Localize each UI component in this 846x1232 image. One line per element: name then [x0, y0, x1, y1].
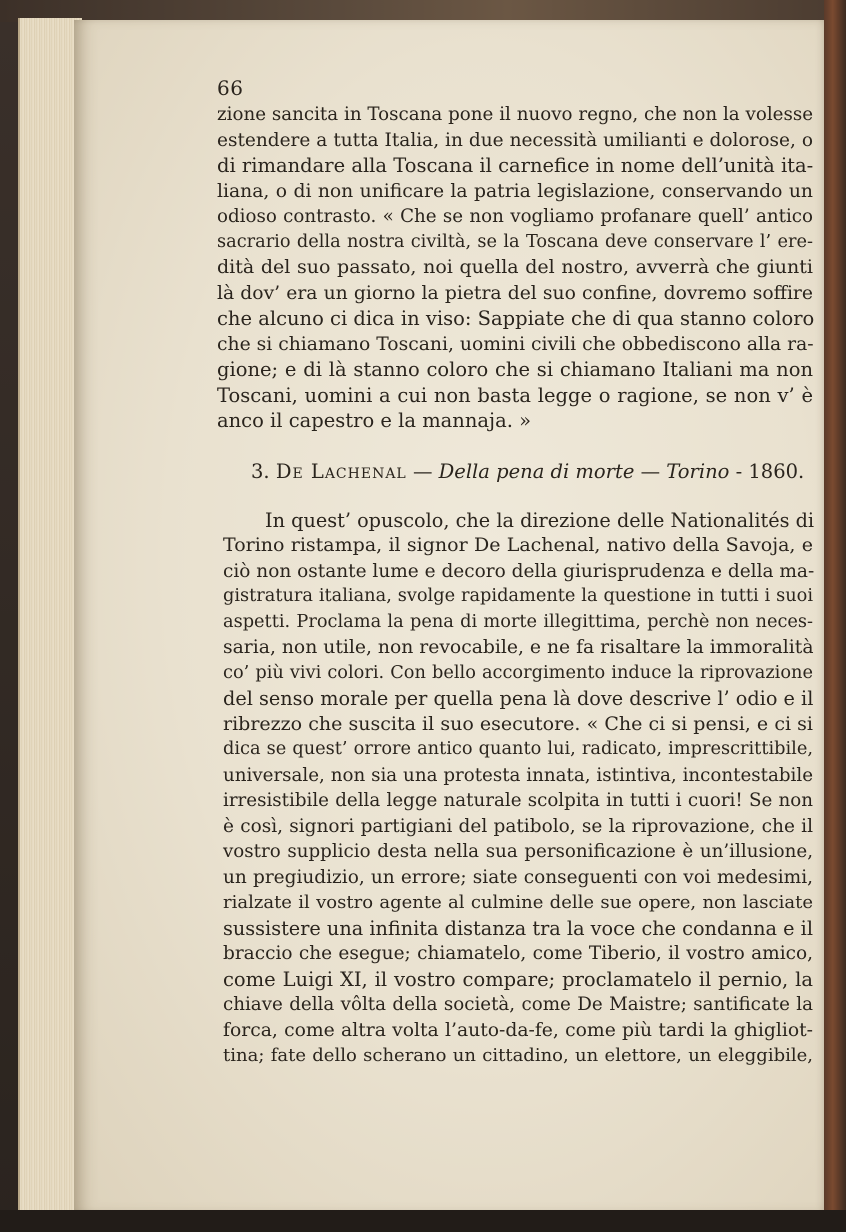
text-line: zione sancita in Toscana pone il nuovo regno, che non la volesse	[217, 104, 813, 125]
review-author: De Lachenal	[275, 459, 407, 483]
book-bottom-edge	[0, 1210, 846, 1232]
review-place: Torino	[666, 459, 730, 483]
text-line: che si chiamano Toscani, uomini civili che obbediscono alla ra-	[217, 333, 814, 355]
text-line: ribrezzo che suscita il suo esecutore. « Che ci si pensi, e ci si	[223, 712, 813, 735]
paragraph-2	[223, 508, 813, 1069]
text-line: ciò non ostante lume e decoro della giurisprudenza e della ma-	[223, 560, 815, 582]
page-text	[217, 74, 813, 1069]
text-line: là dov’ era un giorno la pietra del suo confine, dovremo soffire	[217, 282, 813, 304]
text-line: gione; e di là stanno coloro che si chiamano Italiani ma non	[217, 358, 813, 381]
review-year: 1860.	[748, 459, 805, 483]
text-line: estendere a tutta Italia, in due necessità umilianti e dolorose, o	[217, 129, 813, 151]
text-line: dica se quest’ orrore antico quanto lui, radicato, imprescrittibile,	[223, 739, 813, 759]
text-line: del senso morale per quella pena là dove descrive l’ odio e il	[223, 687, 814, 710]
text-line: dità del suo passato, noi quella del nostro, avverrà che giunti	[217, 256, 813, 278]
text-line: universale, non sia una protesta innata, istintiva, incontestabile	[223, 764, 813, 786]
text-line: braccio che esegue; chiamatelo, come Tiberio, il vostro amico,	[223, 943, 813, 964]
heading-dash: -	[735, 459, 743, 483]
text-line: odioso contrasto. « Che se non vogliamo profanare quell’ antico	[217, 206, 813, 227]
review-title: Della pena di morte	[438, 459, 635, 483]
text-line: è così, signori partigiani del patibolo, se la riprovazione, che il	[223, 815, 813, 837]
text-line: che alcuno ci dica in viso: Sappiate che di qua stanno coloro	[217, 307, 815, 330]
text-line: saria, non utile, non revocabile, e ne fa risaltare la immoralità	[223, 637, 814, 658]
book-cover-edge	[824, 0, 846, 1232]
page-stack-edge	[18, 18, 82, 1210]
text-line: Torino ristampa, il signor De Lachenal, nativo della Savoja, e	[223, 534, 813, 556]
text-line: anco il capestro e la mannaja. »	[217, 409, 532, 432]
text-line: di rimandare alla Toscana il carnefice in nome dell’unità ita-	[217, 154, 814, 177]
text-line: gistratura italiana, svolge rapidamente la questione in tutti i suoi	[223, 586, 813, 606]
text-line: sussistere una infinita distanza tra la voce che condanna e il	[223, 916, 813, 940]
text-line: liana, o di non unificare la patria legislazione, conservando un	[217, 180, 813, 202]
text-line: un pregiudizio, un errore; siate conseguenti con voi medesimi,	[223, 866, 813, 888]
text-line: come Luigi XI, il vostro compare; proclamatelo il pernio, la	[223, 967, 813, 991]
text-line: rialzate il vostro agente al culmine delle sue opere, non lasciate	[223, 892, 813, 913]
text-line: vostro supplicio desta nella sua personificazione è un’illusione,	[223, 841, 813, 862]
paragraph-1	[217, 102, 813, 434]
page-number: 66	[217, 76, 244, 100]
text-line: co’ più vivi colori. Con bello accorgimento induce la riprovazione	[223, 662, 813, 683]
text-line: sacrario della nostra civiltà, se la Toscana deve conservare l’ ere-	[217, 231, 813, 252]
text-line: aspetti. Proclama la pena di morte illegittima, perchè non neces-	[223, 611, 813, 632]
book-top-edge	[0, 0, 846, 22]
text-line: tina; fate dello scherano un cittadino, un elettore, un eleggibile,	[223, 1045, 813, 1066]
text-line: irresistibile della legge naturale scolpita in tutti i cuori! Se non	[223, 790, 813, 811]
review-number: 3.	[251, 459, 270, 483]
text-line: In quest’ opuscolo, che la direzione delle Nationalités di	[265, 508, 815, 532]
heading-dash: —	[640, 459, 661, 483]
text-line: forca, come altra volta l’auto-da-fe, come più tardi la ghigliot-	[223, 1019, 813, 1041]
text-line: chiave della vôlta della società, come De Maistre; santificate la	[223, 994, 813, 1015]
text-line: Toscani, uomini a cui non basta legge o ragione, se non v’ è	[217, 383, 813, 407]
review-heading	[217, 458, 813, 486]
heading-dash: —	[412, 459, 433, 483]
